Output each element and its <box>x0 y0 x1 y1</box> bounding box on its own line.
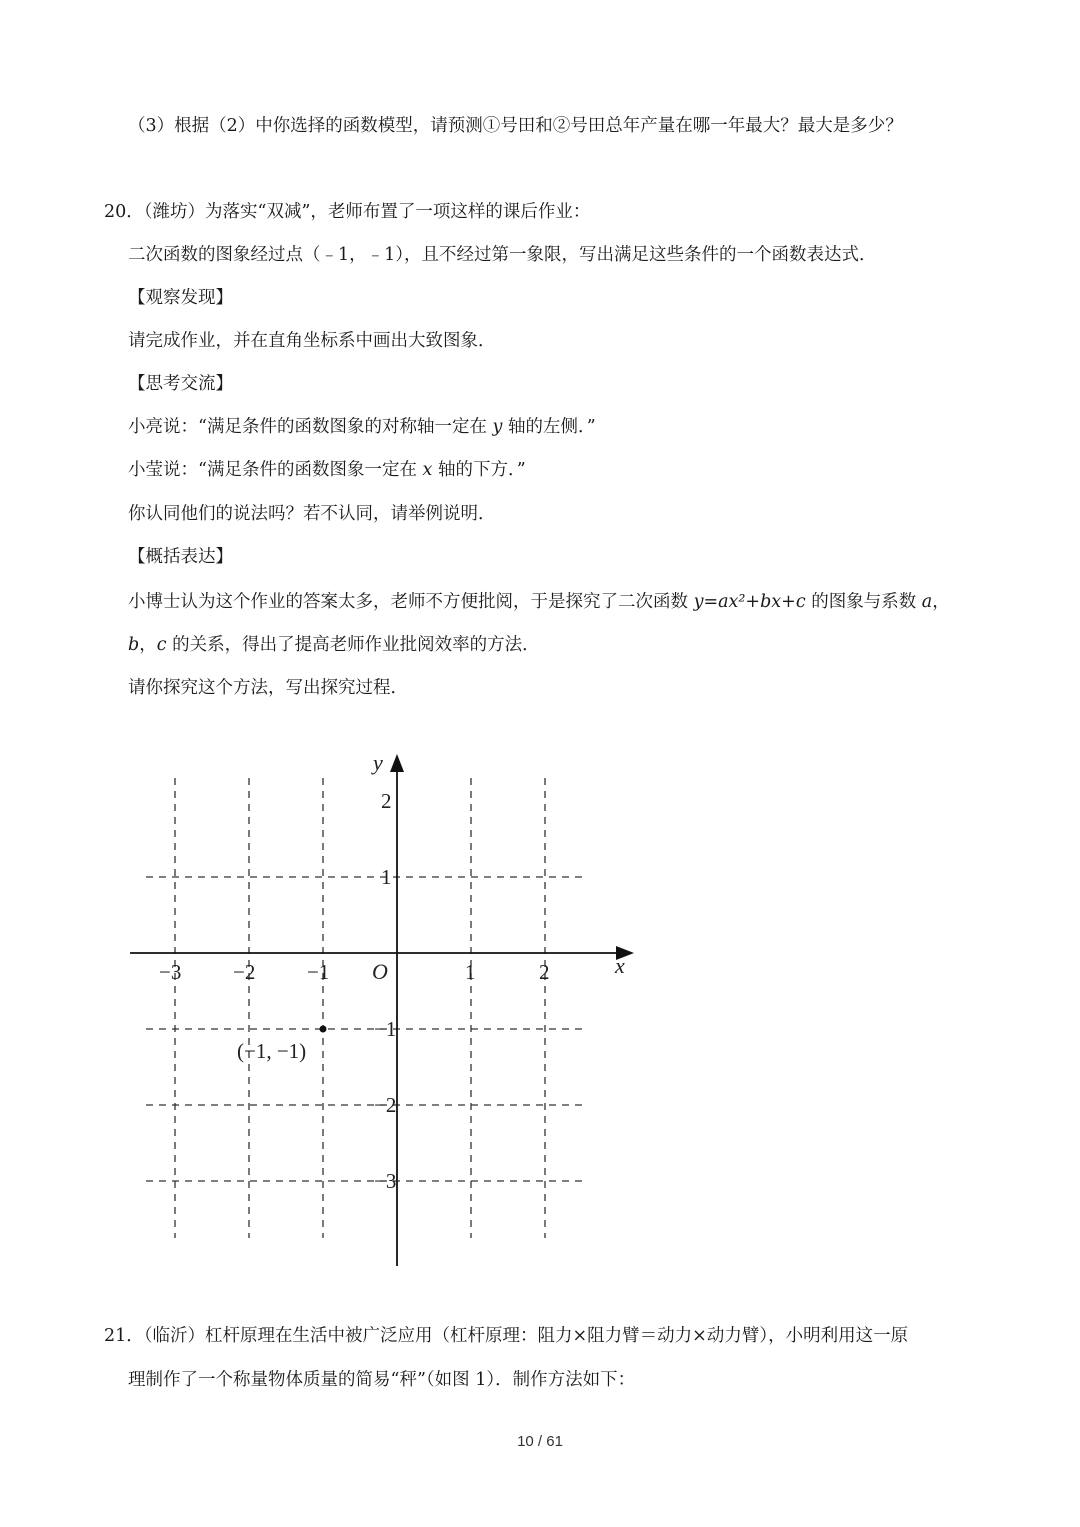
xiaoliang-text-pre: 小亮说：“满足条件的函数图象的对称轴一定在 <box>128 417 493 437</box>
doctor-text-mid: 的图象与系数 <box>805 592 922 612</box>
heading-generalize: 【概括表达】 <box>128 547 233 567</box>
question-20-title: 20．（潍坊）为落实“双减”，老师布置了一项这样的课后作业： <box>104 202 591 222</box>
doctor-text-pre: 小博士认为这个作业的答案太多，老师不方便批阅，于是探究了二次函数 <box>128 592 694 612</box>
doctor-sep: ， <box>139 635 157 655</box>
y-tick-label--1: −1 <box>374 1017 397 1041</box>
observe-instruction: 请完成作业，并在直角坐标系中画出大致图象． <box>128 331 496 351</box>
axis-labels <box>159 750 625 1193</box>
doctor-comma: ， <box>932 592 950 612</box>
question-agree: 你认同他们的说法吗？若不认同，请举例说明． <box>128 504 496 524</box>
x-tick-label-2: 2 <box>539 960 550 984</box>
heading-observe-discover: 【观察发现】 <box>128 288 233 308</box>
x-tick-label--1: −1 <box>307 960 330 984</box>
heading-think-discuss: 【思考交流】 <box>128 374 233 394</box>
y-axis-label: y <box>373 750 383 775</box>
question-20-stem: 二次函数的图象经过点（﹣1，﹣1），且不经过第一象限，写出满足这些条件的一个函数表达式． <box>128 245 877 265</box>
y-axis-arrow <box>390 754 404 772</box>
doctor-formula: y=ax²+bx+c <box>693 592 806 612</box>
xiaoying-var: x <box>422 460 433 480</box>
point-0 <box>320 1026 327 1033</box>
x-tick-label--2: −2 <box>233 960 256 984</box>
x-tick-label--3: −3 <box>159 960 182 984</box>
point-label-0: (−1, −1) <box>237 1039 307 1063</box>
xiaoliang-text-post: 轴的左侧．” <box>502 417 596 437</box>
x-tick-label-1: 1 <box>465 960 476 984</box>
page-number: 10 / 61 <box>517 1433 563 1450</box>
task-instruction: 请你探究这个方法，写出探究过程． <box>128 678 408 698</box>
doctor-var-a: a <box>921 592 933 612</box>
data-points <box>237 1026 327 1064</box>
question-21-line2: 理制作了一个称量物体质量的简易“秤”（如图 1）．制作方法如下： <box>128 1370 636 1390</box>
origin-label: O <box>372 959 388 984</box>
doctor-text-post: 的关系，得出了提高老师作业批阅效率的方法． <box>166 635 540 655</box>
y-tick-label--2: −2 <box>374 1093 397 1117</box>
xiaoliang-var: y <box>492 417 503 437</box>
doctor-var-b: b <box>128 635 140 655</box>
y-tick-label--3: −3 <box>374 1169 397 1193</box>
doctor-var-c: c <box>156 635 167 655</box>
previous-question-part3: （3）根据（2）中你选择的函数模型，请预测①号田和②号田总年产量在哪一年最大？最大是多少？ <box>128 116 903 136</box>
grid-lines <box>146 778 588 1238</box>
question-21-line1: 21．（临沂）杠杆原理在生活中被广泛应用（杠杆原理：阻力×阻力臂＝动力×动力臂），小明利用这一原 <box>104 1326 909 1346</box>
y-tick-label-1: 1 <box>381 865 392 889</box>
xiaoying-text-post: 轴的下方．” <box>432 460 526 480</box>
x-axis-label: x <box>615 953 625 978</box>
y-tick-label-2: 2 <box>381 789 392 813</box>
xiaoying-text-pre: 小莹说：“满足条件的函数图象一定在 <box>128 460 423 480</box>
